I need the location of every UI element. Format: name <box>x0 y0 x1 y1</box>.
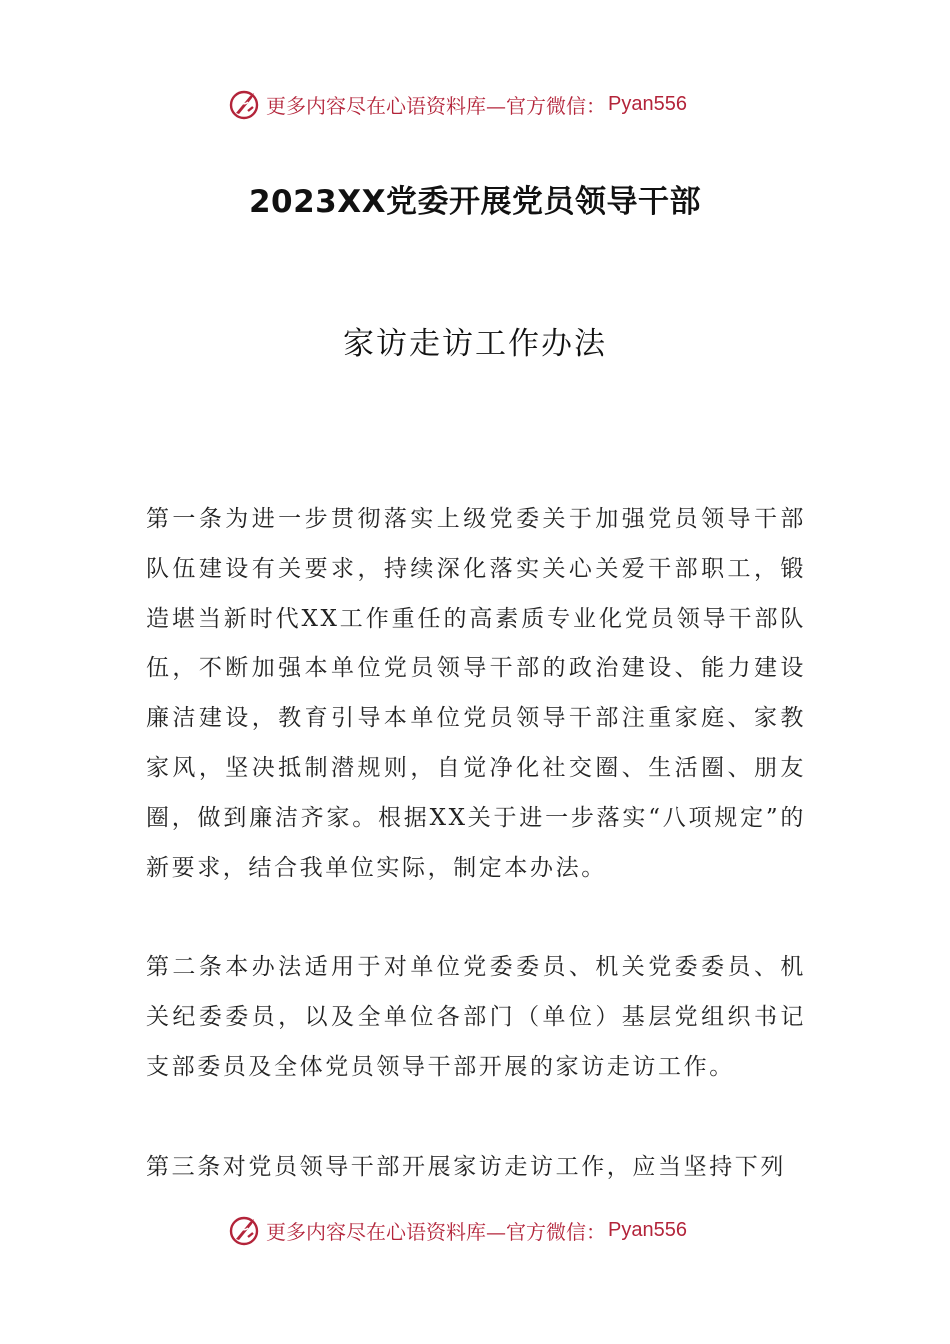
footer-watermark <box>228 1210 687 1250</box>
watermark-wechat-id: Pyan556 <box>608 92 687 115</box>
watermark-text: 更多内容尽在心语资料库—官方微信： <box>266 93 606 118</box>
watermark-wechat-id: Pyan556 <box>608 1218 687 1241</box>
quill-seal-icon <box>228 1213 262 1247</box>
document-body <box>146 495 806 1193</box>
watermark-text: 更多内容尽在心语资料库—官方微信： <box>266 1219 606 1244</box>
header-watermark <box>228 84 687 124</box>
document-title-line-1: 2023XX党委开展党员领导干部 <box>248 184 702 220</box>
paragraph-article-2: 第二条本办法适用于对单位党委委员、机关党委委员、机关纪委委员，以及全单位各部门（单位）基层党组织书记支部委员及全体党员领导干部开展的家访走访工作。 <box>146 954 806 1080</box>
document-title-line-2: 家访走访工作办法 <box>343 326 607 362</box>
quill-seal-icon <box>228 87 262 121</box>
paragraph-article-3: 第三条对党员领导干部开展家访走访工作，应当坚持下列 <box>146 1153 786 1180</box>
paragraph-article-1: 第一条为进一步贯彻落实上级党委关于加强党员领导干部队伍建设有关要求，持续深化落实关心关爱干部职工，锻造堪当新时代XX工作重任的高素质专业化党员领导干部队伍，不断加强本单位党员领导干部的政治建设、能力建设廉洁建设，教育引导本单位党员领导干部注重家庭、家教家风，坚决抵制潜规则，自觉净化社交圈、生活圈、朋友圈，做到廉洁齐家。根据XX关于进一步落实“八项规定”的新要求，结合我单位实际，制定本办法。 <box>146 506 806 881</box>
